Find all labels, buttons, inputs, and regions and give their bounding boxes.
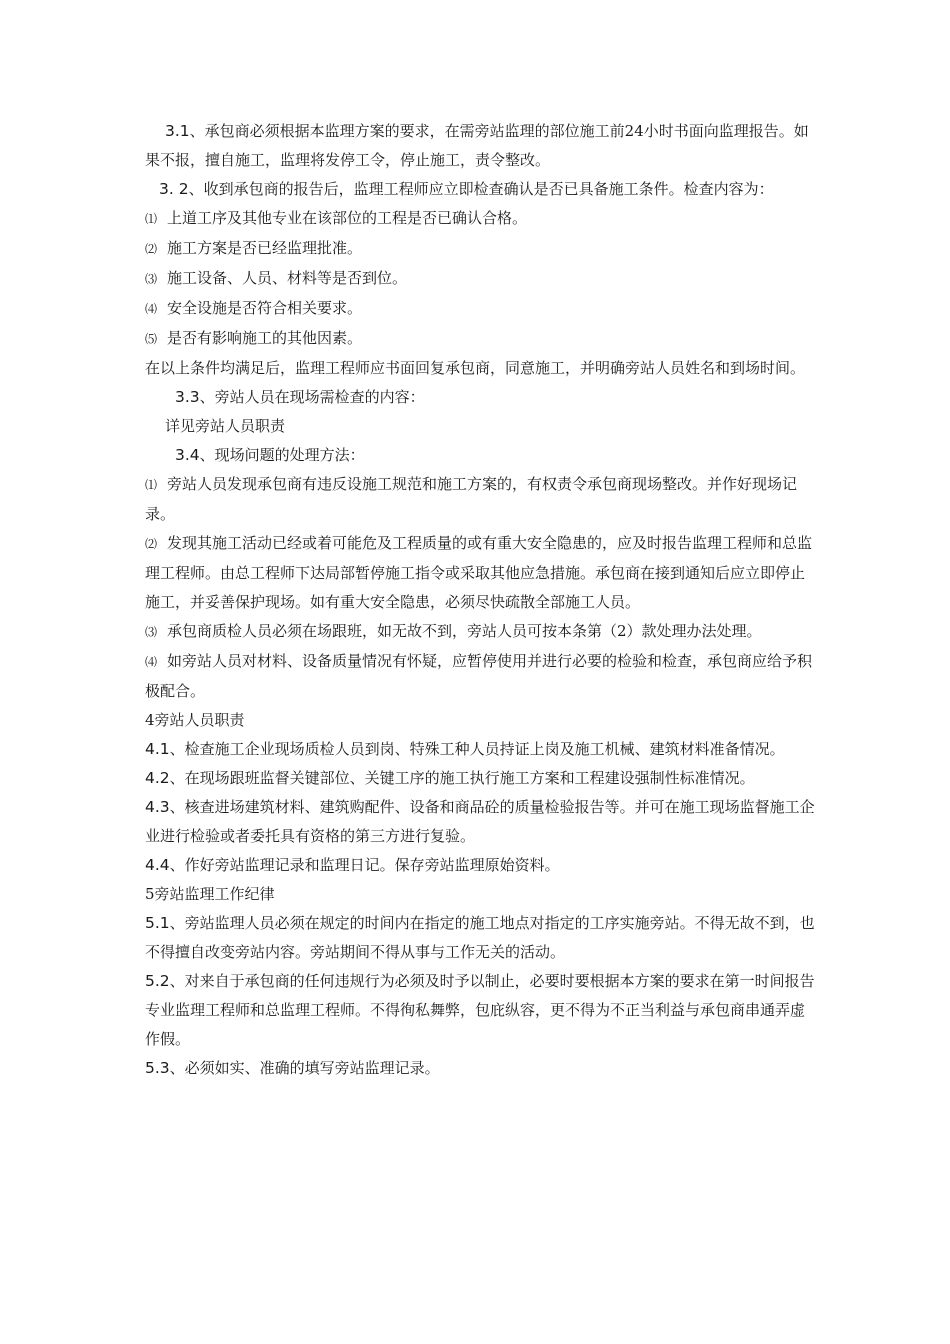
paragraph-3-4 [145,441,817,470]
section-number: 3.3 [175,388,200,406]
list-marker: ⑵ [145,242,158,256]
section-number: 4.3 [145,798,170,816]
list-item-text: 施工设备、人员、材料等是否到位。 [167,269,408,287]
paragraph-4-2 [145,764,817,793]
section-number: 4.1 [145,740,170,758]
list-item [145,264,817,294]
list-item [145,470,817,529]
list-marker: ⑷ [145,302,158,316]
list-item-text: 安全设施是否符合相关要求。 [167,299,363,317]
section-number: 4.4 [145,856,170,874]
paragraph-text: 、在现场跟班监督关键部位、关键工序的施工执行施工方案和工程建设强制性标准情况。 [169,769,755,787]
list-item-text: 是否有影响施工的其他因素。 [167,329,363,347]
paragraph-text: 、现场问题的处理方法： [199,446,365,464]
list-item-text: 如旁站人员对材料、设备质量情况有怀疑，应暂停使用并进行必要的检验和检查，承包商应给予积极配合。 [145,652,813,700]
section-number: 3.1 [165,122,190,140]
paragraph-text: 、收到承包商的报告后，监理工程师应立即检查确认是否已具备施工条件。检查内容为： [188,180,774,198]
section-heading-5: 5旁站监理工作纪律 [145,885,275,903]
paragraph-3-1 [145,117,817,175]
list-item-text: 承包商质检人员必须在场跟班，如无故不到，旁站人员可按本条第（2）款处理办法处理。 [167,622,762,640]
section-number: 3.4 [175,446,200,464]
list-marker: ⑶ [145,272,158,286]
list-marker: ⑸ [145,332,158,346]
paragraph-3-2 [145,175,817,204]
paragraph-5-1 [145,909,817,967]
list-marker: ⑵ [145,537,158,551]
list-marker: ⑷ [145,655,158,669]
paragraph-text: 、旁站监理人员必须在规定的时间内在指定的施工地点对指定的工序实施旁站。不得无故不到，也不得擅自改变旁站内容。旁站期间不得从事与工作无关的活动。 [145,914,815,961]
list-marker: ⑴ [145,212,158,226]
paragraph-text: 、旁站人员在现场需检查的内容： [199,388,425,406]
section-number: 5.1 [145,914,170,932]
paragraph-see-duties: 详见旁站人员职责 [165,417,286,435]
list-item [145,647,817,706]
list-item-text: 发现其施工活动已经或着可能危及工程质量的或有重大安全隐患的，应及时报告监理工程师和总监理工程师。由总工程师下达局部暂停施工指令或采取其他应急措施。承包商在接到通知后应立即停止施工，并妥善保护现场。如有重大安全隐患，必须尽快疏散全部施工人员。 [145,534,813,611]
paragraph-4-1 [145,735,817,764]
section-number: 5.2 [145,972,170,990]
list-item [145,529,817,617]
paragraph-text: 、作好旁站监理记录和监理日记。保存旁站监理原始资料。 [169,856,560,874]
paragraph-5-3 [145,1054,817,1083]
list-item [145,234,817,264]
paragraph-3-3 [145,383,817,412]
list-item-text: 施工方案是否已经监理批准。 [167,239,363,257]
section-number: 4.2 [145,769,170,787]
paragraph-text: 、承包商必须根据本监理方案的要求，在需旁站监理的部位施工前24小时书面向监理报告。如果不报，擅自施工，监理将发停工令，停止施工，责令整改。 [145,122,809,169]
section-heading-4: 4旁站人员职责 [145,711,245,729]
list-item-text: 上道工序及其他专业在该部位的工程是否已确认合格。 [167,209,528,227]
section-number: 3. 2 [159,180,189,198]
paragraph-conditions: 在以上条件均满足后，监理工程师应书面回复承包商，同意施工，并明确旁站人员姓名和到场时间。 [145,359,806,377]
paragraph-text: 、对来自于承包商的任何违规行为必须及时予以制止，必要时要根据本方案的要求在第一时间报告专业监理工程师和总监理工程师。不得徇私舞弊，包庇纵容，更不得为不正当利益与承包商串通弄虚作假。 [145,972,815,1048]
list-marker: ⑴ [145,478,158,492]
paragraph-4-3 [145,793,817,851]
paragraph-text: 、必须如实、准确的填写旁站监理记录。 [169,1059,440,1077]
list-item [145,617,817,647]
paragraph-text: 、核查进场建筑材料、建筑购配件、设备和商品砼的质量检验报告等。并可在施工现场监督施工企业进行检验或者委托具有资格的第三方进行复验。 [145,798,815,845]
paragraph-text: 、检查施工企业现场质检人员到岗、特殊工种人员持证上岗及施工机械、建筑材料准备情况。 [169,740,785,758]
section-number: 5.3 [145,1059,170,1077]
list-marker: ⑶ [145,625,158,639]
paragraph-4-4 [145,851,817,880]
list-item [145,324,817,354]
paragraph-5-2 [145,967,817,1054]
list-item [145,204,817,234]
document-body [145,117,817,1083]
list-item [145,294,817,324]
list-item-text: 旁站人员发现承包商有违反设施工规范和施工方案的，有权责令承包商现场整改。并作好现场记录。 [145,475,798,523]
